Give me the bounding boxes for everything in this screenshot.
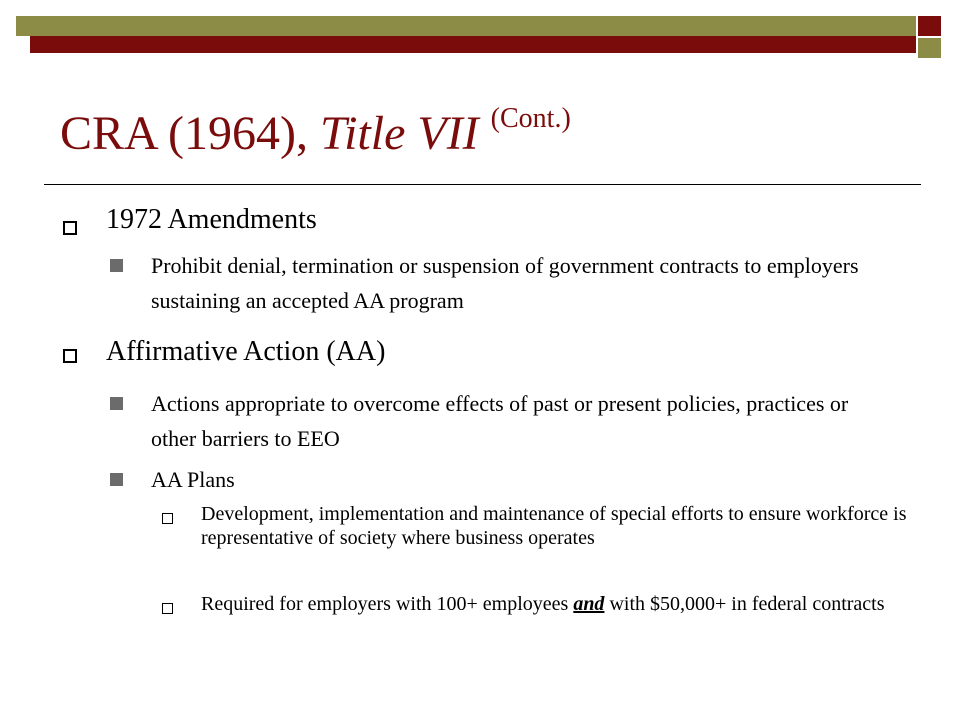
header-bar-olive	[16, 16, 916, 36]
square-bullet-icon	[110, 397, 123, 410]
bullet-aa-plans: AA Plans	[151, 467, 235, 492]
title-superscript: (Cont.)	[490, 103, 571, 134]
bullet-actions-appropriate: Actions appropriate to overcome effects of past or present policies, practices or other barriers to EEO	[151, 391, 849, 451]
required-text-post: with $50,000+ in federal contracts	[604, 593, 885, 615]
title-divider	[44, 184, 921, 185]
hollow-square-bullet-icon	[162, 603, 173, 614]
bullet-required-for-employers	[201, 592, 931, 616]
slide-title	[60, 103, 571, 160]
bullet-development: Development, implementation and maintenance of special efforts to ensure workforce is representative of society where business operates	[201, 503, 907, 549]
hollow-square-bullet-icon	[162, 513, 173, 524]
bullet-1972-amendments: 1972 Amendments	[106, 204, 317, 235]
required-text-pre: Required for employers with 100+ employees	[201, 593, 574, 615]
header-bar-maroon	[30, 36, 916, 53]
title-main: CRA (1964),	[60, 107, 321, 160]
hollow-square-bullet-icon	[63, 221, 77, 235]
bullet-affirmative-action: Affirmative Action (AA)	[106, 336, 386, 367]
bullet-prohibit-denial: Prohibit denial, termination or suspension of government contracts to employers sustaining an accepted AA program	[151, 253, 859, 313]
square-bullet-icon	[110, 473, 123, 486]
square-bullet-icon	[110, 259, 123, 272]
required-text-emphasis: and	[573, 593, 605, 615]
hollow-square-bullet-icon	[63, 349, 77, 363]
header-square-olive	[918, 38, 941, 58]
title-italic: Title VII	[320, 107, 479, 160]
header-square-maroon	[918, 16, 941, 36]
